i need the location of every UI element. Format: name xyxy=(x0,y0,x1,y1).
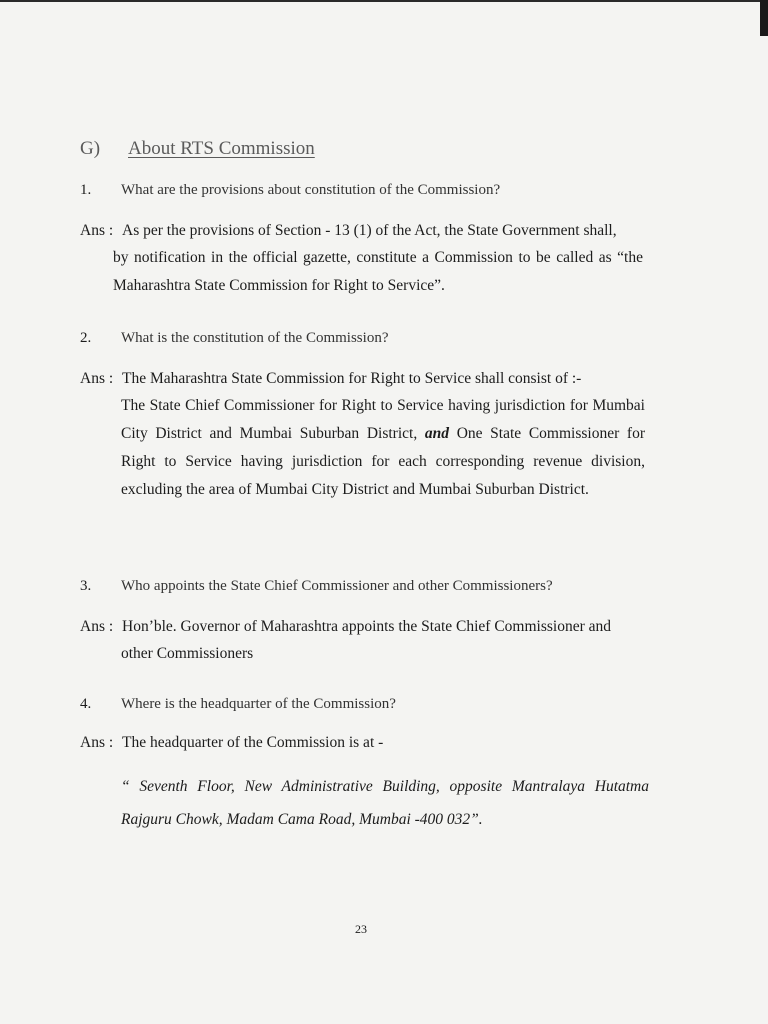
answer-first-line: Hon’ble. Governor of Maharashtra appoints the State Chief Commissioner and xyxy=(122,618,611,635)
answer-text: by notification in the official gazette, constitute a Commission to be called as “the Maharashtra State Commission for Right to Service”. xyxy=(113,249,643,294)
section-heading xyxy=(80,138,315,160)
section-letter: G) xyxy=(80,138,101,159)
answer-label: Ans : xyxy=(80,222,114,239)
question-text: What is the constitution of the Commission? xyxy=(121,330,389,346)
answer-first-line: The headquarter of the Commission is at - xyxy=(122,734,384,751)
question-text: Who appoints the State Chief Commissioner and other Commissioners? xyxy=(121,578,553,594)
question-number: 3. xyxy=(80,578,92,594)
section-title: About RTS Commission xyxy=(128,138,315,159)
answer-label: Ans : xyxy=(80,734,114,751)
answer-label: Ans : xyxy=(80,618,114,635)
headquarter-address: “ Seventh Floor, New Administrative Building, opposite Mantralaya Hutatma Rajguru Chowk, Madam Cama Road, Mumbai -400 032”. xyxy=(121,778,649,828)
answer-text-part: The State Chief Commissioner for Right to Service having jurisdiction for Mumbai City District and Mumbai Suburban District, xyxy=(121,397,645,442)
emphasis-and: and xyxy=(424,425,450,442)
question-number: 2. xyxy=(80,330,92,346)
question-text: Where is the headquarter of the Commission? xyxy=(121,696,396,712)
question-number: 1. xyxy=(80,182,92,198)
page-number: 23 xyxy=(355,922,367,936)
answer-label: Ans : xyxy=(80,370,114,387)
answer-first-line: As per the provisions of Section - 13 (1) of the Act, the State Government shall, xyxy=(122,222,617,239)
answer-text-part: One State Commissioner for Right to Service having jurisdiction for each corresponding revenue division, excluding the area of Mumbai City District and Mumbai Suburban District. xyxy=(121,425,645,498)
answer-text: other Commissioners xyxy=(121,645,254,662)
answer-text xyxy=(121,392,645,504)
question-number: 4. xyxy=(80,696,92,712)
question-text: What are the provisions about constitution of the Commission? xyxy=(121,182,501,198)
answer-first-line: The Maharashtra State Commission for Right to Service shall consist of :- xyxy=(122,370,582,387)
